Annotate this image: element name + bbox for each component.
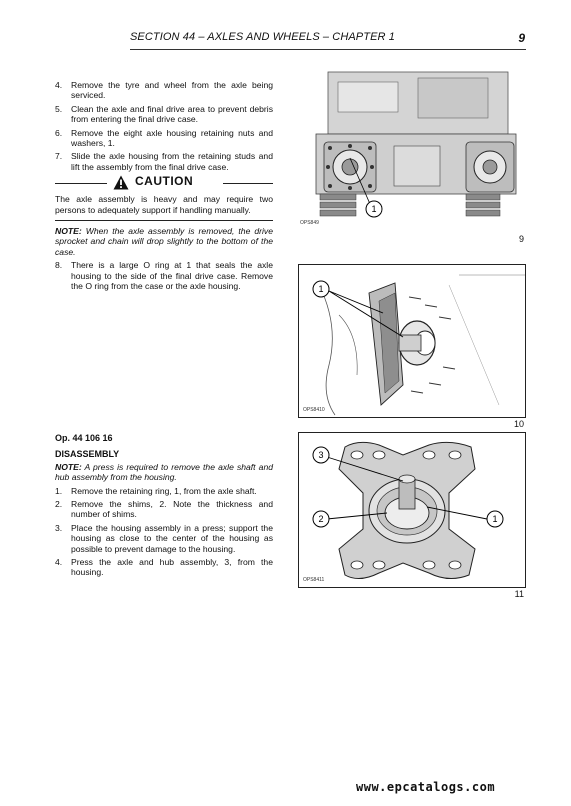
- caution-end-rule: [55, 220, 273, 221]
- axle-removal-illustration: [298, 68, 524, 228]
- step-item: 3. Place the housing assembly in a press; support the housing as close to the center of the housing as possible to prevent damage to the housing.: [55, 522, 273, 554]
- step-item: 8. There is a large O ring at 1 that seals the axle housing to the side of the final drive case. Remove the O ring from the case or the axle housing.: [55, 260, 273, 292]
- note-paragraph: NOTE: A press is required to remove the axle shaft and hub assembly from the housing.: [55, 461, 273, 483]
- step-item: 6. Remove the eight axle housing retaining nuts and washers, 1.: [55, 127, 273, 149]
- figure-number: 10: [513, 419, 524, 429]
- figure-10: [298, 264, 526, 418]
- step-item: 4. Remove the tyre and wheel from the axle being serviced.: [55, 80, 273, 101]
- callout-1: 1: [371, 204, 377, 214]
- caution-rule-left: [55, 183, 107, 184]
- figure-11: [298, 432, 526, 588]
- warning-triangle-icon: [113, 175, 129, 190]
- callout-1: 1: [492, 514, 498, 524]
- step-item: 7. Slide the axle housing from the retaining studs and lift the assembly from the final drive case.: [55, 151, 273, 172]
- caution-text: The axle assembly is heavy and may require two persons to adequately support if handling manually.: [55, 194, 273, 215]
- step-item: 1. Remove the retaining ring, 1, from the axle shaft.: [55, 485, 257, 496]
- header-rule: [130, 49, 526, 50]
- callout-3: 3: [318, 450, 324, 460]
- disassembly-section: [55, 433, 273, 581]
- caution-banner: [55, 175, 273, 191]
- note-paragraph: NOTE: When the axle assembly is removed, the drive sprocket and chain will drop slightly to the bottom of the case.: [55, 226, 273, 257]
- callout-2: 2: [318, 514, 324, 524]
- section-title: SECTION 44 – AXLES AND WHEELS – CHAPTER 1: [130, 31, 395, 43]
- disassembly-heading: DISASSEMBLY: [55, 449, 120, 460]
- axle-housing-illustration: [299, 433, 525, 587]
- caution-label: CAUTION: [135, 174, 194, 189]
- operation-number: Op. 44 106 16: [55, 433, 113, 443]
- figure-code: OPS849: [300, 220, 319, 226]
- step-item: 4. Press the axle and hub assembly, 3, from the housing.: [55, 557, 273, 578]
- watermark: www.epcatalogs.com: [356, 780, 496, 794]
- figure-code: OPS8411: [303, 577, 325, 583]
- callout-1: 1: [318, 284, 324, 294]
- figure-number: 9: [518, 234, 524, 244]
- step-item: 5. Clean the axle and final drive area to prevent debris from entering the final drive case.: [55, 103, 273, 125]
- page-number: 9: [518, 31, 525, 45]
- figure-code: OPS8410: [303, 407, 325, 413]
- caution-rule-right: [223, 183, 273, 184]
- figure-number: 11: [514, 589, 524, 599]
- o-ring-illustration: [299, 265, 525, 417]
- figure-9: [298, 68, 524, 228]
- removal-steps: [55, 80, 273, 295]
- step-item: 2. Remove the shims, 2. Note the thickness and number of shims.: [55, 499, 273, 520]
